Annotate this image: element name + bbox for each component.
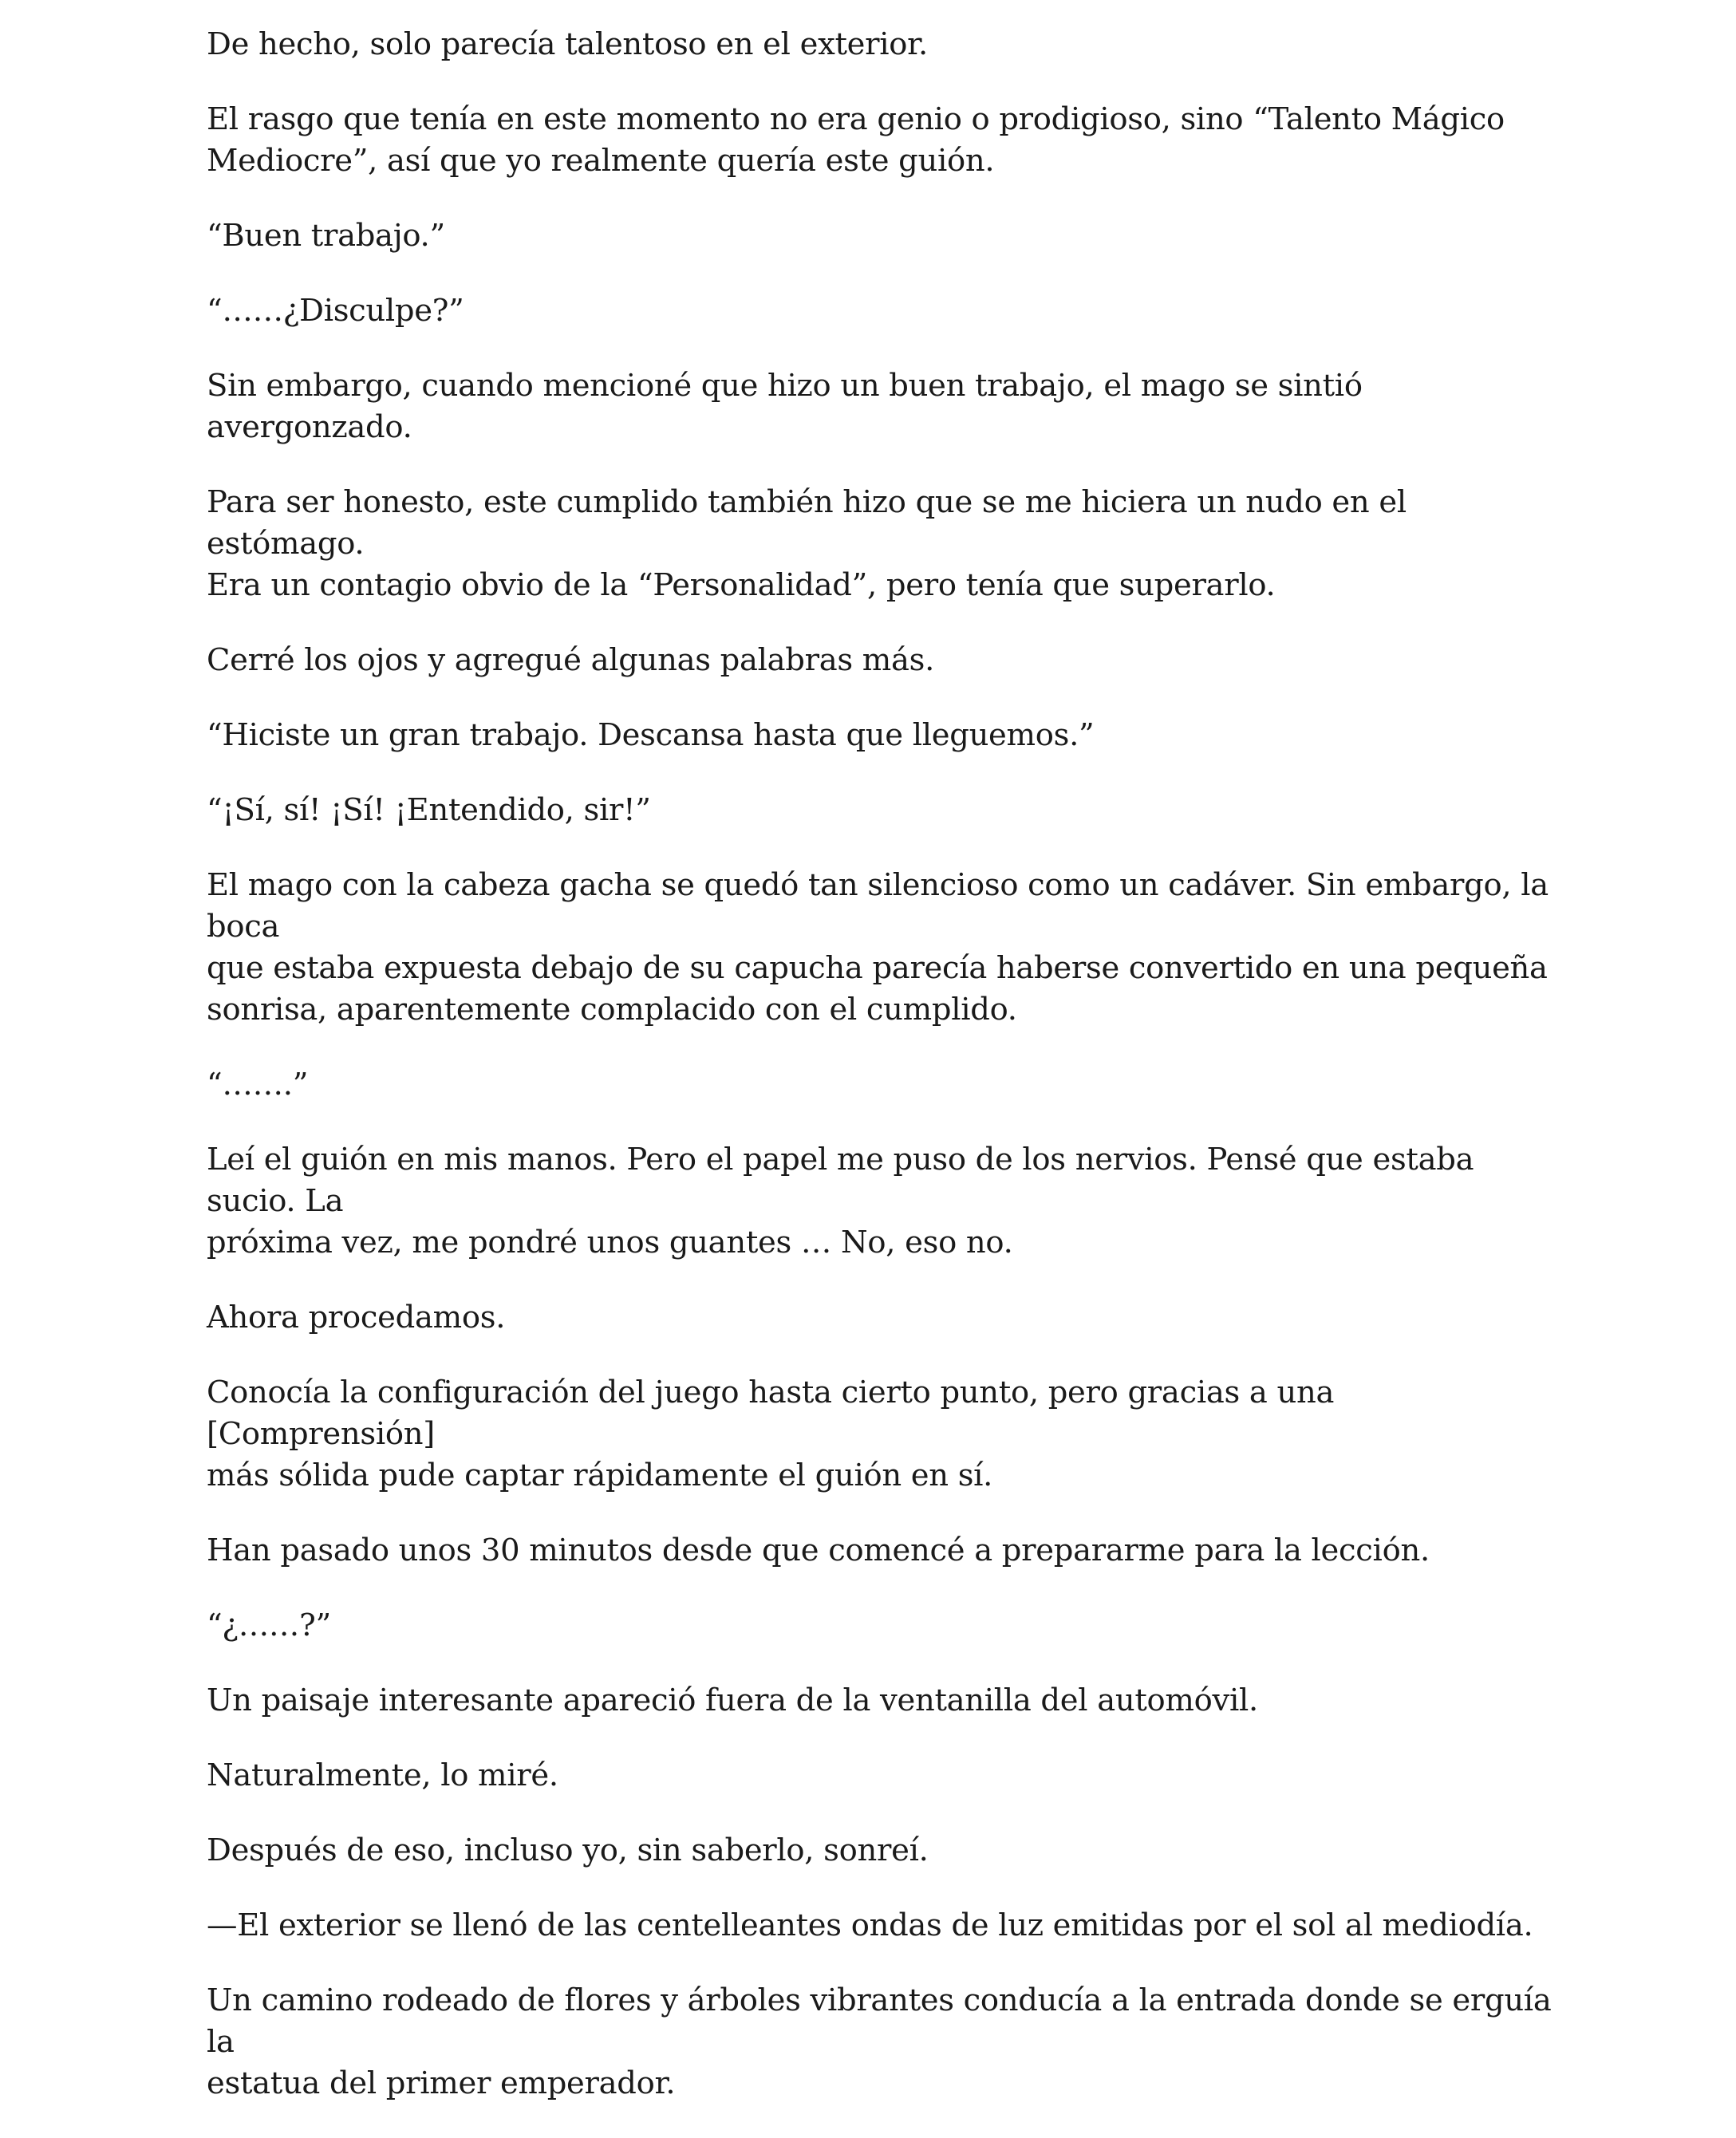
- paragraph: Sin embargo, cuando mencioné que hizo un buen trabajo, el mago se sintió avergonzado.: [207, 368, 1372, 445]
- paragraph: Han pasado unos 30 minutos desde que comencé a prepararme para la lección.: [207, 1532, 1430, 1568]
- paragraph: De hecho, solo parecía talentoso en el exterior.: [207, 26, 928, 62]
- paragraph: El mago con la cabeza gacha se quedó tan silencioso como un cadáver. Sin embargo, la boca que estaba expuesta debajo de su capucha parecía haberse convertido en una pequeña sonrisa, aparentemente complacido con el cumplido.: [207, 867, 1549, 1028]
- paragraph: —El exterior se llenó de las centelleantes ondas de luz emitidas por el sol al mediodía.: [207, 1907, 1533, 1943]
- paragraph: “…….”: [207, 1067, 309, 1103]
- paragraph: Un camino rodeado de flores y árboles vibrantes conducía a la entrada donde se erguía la estatua del primer emperador.: [207, 1982, 1552, 2101]
- paragraph: “¡Sí, sí! ¡Sí! ¡Entendido, sir!”: [207, 792, 651, 828]
- paragraph: Naturalmente, lo miré.: [207, 1757, 558, 1793]
- paragraph: Leí el guión en mis manos. Pero el papel me puso de los nervios. Pensé que estaba sucio. La próxima vez, me pondré unos guantes … No, eso no.: [207, 1142, 1474, 1260]
- paragraph: Conocía la configuración del juego hasta cierto punto, pero gracias a una [Comprensión] más sólida pude captar rápidamente el guión en sí.: [207, 1375, 1335, 1493]
- document-page: [207, 24, 1563, 2138]
- paragraph: El rasgo que tenía en este momento no era genio o prodigioso, sino “Talento Mágico Mediocre”, así que yo realmente quería este guión.: [207, 101, 1505, 179]
- paragraph: Cerré los ojos y agregué algunas palabras más.: [207, 642, 935, 678]
- paragraph: “Hiciste un gran trabajo. Descansa hasta que lleguemos.”: [207, 717, 1095, 753]
- paragraph: “¿……?”: [207, 1607, 331, 1643]
- paragraph: Para ser honesto, este cumplido también hizo que se me hiciera un nudo en el estómago. Era un contagio obvio de la “Personalidad”, pero tenía que superarlo.: [207, 484, 1407, 603]
- paragraph: “Buen trabajo.”: [207, 218, 445, 254]
- paragraph: Un paisaje interesante apareció fuera de la ventanilla del automóvil.: [207, 1682, 1258, 1718]
- paragraph: “……¿Disculpe?”: [207, 293, 464, 329]
- paragraph: Ahora procedamos.: [207, 1300, 506, 1335]
- paragraph: Después de eso, incluso yo, sin saberlo, sonreí.: [207, 1832, 929, 1868]
